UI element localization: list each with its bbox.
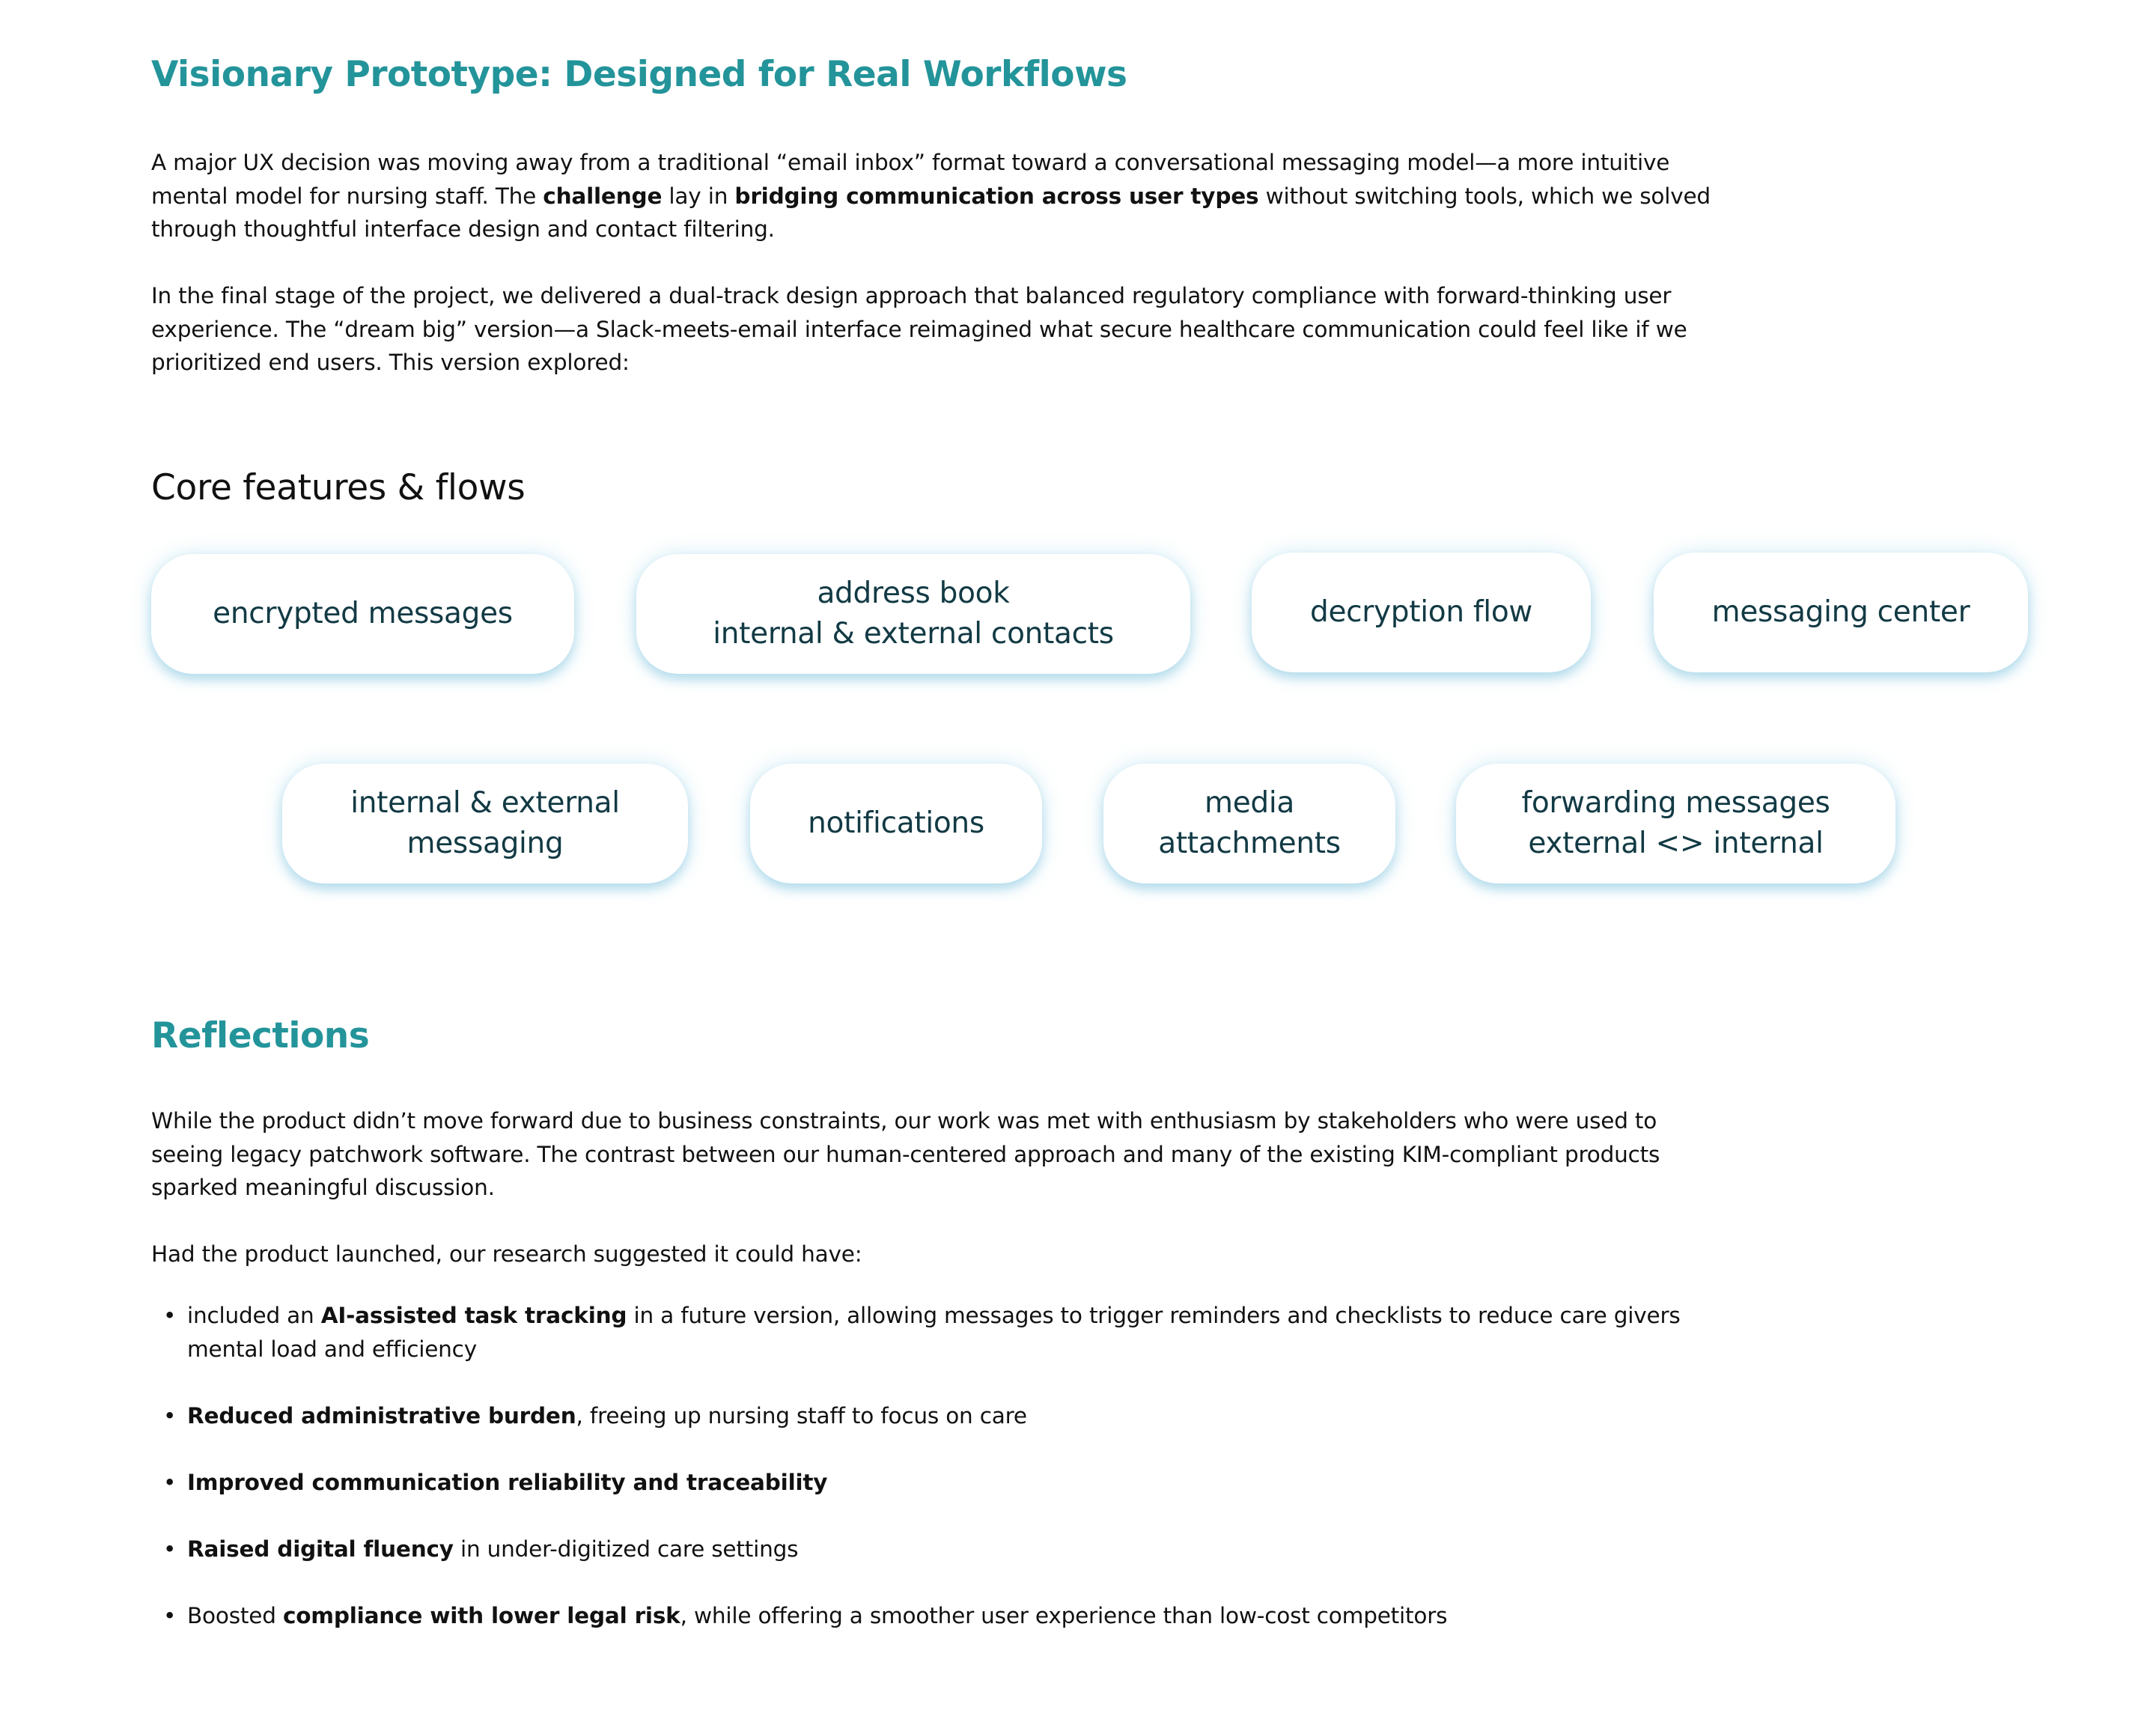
feature-pill-decryption-flow: decryption flow — [1252, 553, 1591, 672]
bullet-icon: • — [163, 1536, 177, 1562]
list-item: • Improved communication reliability and traceability — [151, 1466, 1731, 1500]
feature-pill-messaging-center: messaging center — [1654, 553, 2028, 672]
bullet-icon: • — [163, 1469, 177, 1495]
list-item: • Raised digital fluency in under-digitized care settings — [151, 1533, 1731, 1566]
bullet-icon: • — [163, 1602, 177, 1628]
features-heading: Core features & flows — [151, 467, 526, 508]
feature-pill-encrypted-messages: encrypted messages — [151, 554, 574, 674]
feature-pill-media-attachments: media attachments — [1103, 764, 1395, 883]
reflections-bullet-list — [151, 1299, 1731, 1666]
bullet-icon: • — [163, 1303, 177, 1328]
visionary-paragraph-2: In the final stage of the project, we delivered a dual-track design approach that balanced regulatory compliance with forward-thinking user experience. The “dream big” version—a Slack-meets-email interface reimagined what secure healthcare communication could feel like if we prioritized end users. This version explored: — [151, 283, 1687, 375]
visionary-title: Visionary Prototype: Designed for Real Workflows — [151, 54, 1127, 95]
visionary-paragraph-1: A major UX decision was moving away from a traditional “email inbox” format toward a conversational messaging model—a more intuitive mental model for nursing staff. The challenge lay in bridging communication across user types without switching tools, which we solved through thoughtful interface design and contact filtering. — [151, 150, 1711, 242]
reflections-paragraph-2: Had the product launched, our research suggested it could have: — [151, 1241, 862, 1267]
reflections-paragraph-1: While the product didn’t move forward due to business constraints, our work was met with enthusiasm by stakeholders who were used to seeing legacy patchwork software. The contrast between our human-centered approach and many of the existing KIM-compliant products sparked meaningful discussion. — [151, 1108, 1660, 1200]
feature-pill-address-book: address book internal & external contacts — [636, 554, 1190, 674]
list-item: • Boosted compliance with lower legal risk, while offering a smoother user experience than low-cost competitors — [151, 1599, 1731, 1633]
list-item: • Reduced administrative burden, freeing up nursing staff to focus on care — [151, 1399, 1731, 1433]
feature-pill-internal-external-messaging: internal & external messaging — [282, 764, 688, 883]
list-item: • included an AI-assisted task tracking in a future version, allowing messages to trigger reminders and checklists to reduce care givers mental load and efficiency — [151, 1299, 1731, 1366]
bullet-icon: • — [163, 1402, 177, 1429]
feature-pill-forwarding-messages: forwarding messages external <> internal — [1456, 764, 1895, 883]
reflections-title: Reflections — [151, 1015, 370, 1056]
feature-pill-notifications: notifications — [750, 764, 1042, 883]
